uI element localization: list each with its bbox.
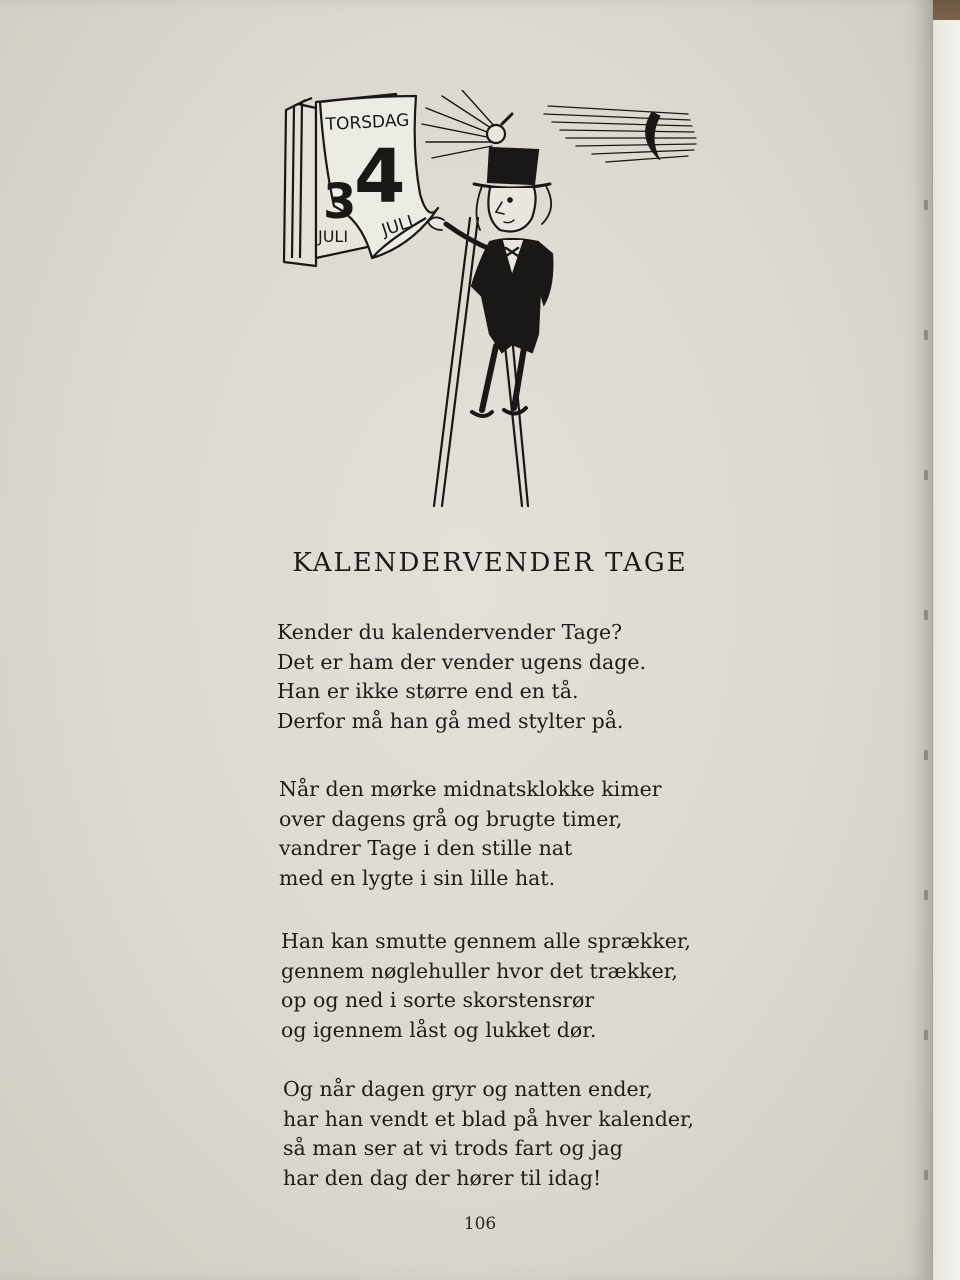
stanza-1 (277, 618, 646, 736)
stanza-3 (281, 927, 691, 1045)
stanza-2 (279, 775, 662, 893)
top-hat (488, 148, 538, 184)
poem-line: gennem nøglehuller hvor det trækker, (281, 958, 678, 983)
poem-line: så man ser at vi trods fart og jag (283, 1136, 623, 1160)
lamp-light (422, 90, 496, 158)
binding-stitch (924, 330, 928, 340)
binding-stitch (924, 890, 928, 900)
page-number: 106 (463, 1214, 497, 1234)
calendar-day: 4 (354, 134, 406, 220)
binding-stitch (924, 200, 928, 210)
poem-line: Det er ham der vender ugens dage. (277, 649, 647, 674)
poem-line: vandrer Tage i den stille nat (279, 836, 573, 860)
binding-stitch (924, 470, 928, 480)
poem-line: Når den mørke midnatsklokke kimer (279, 777, 662, 801)
poem-line: Han kan smutte gennem alle sprækker, (281, 929, 691, 953)
calendar-month: JULI (379, 211, 416, 241)
left-stilt (434, 218, 470, 506)
tage-figure (422, 90, 552, 506)
poem-line: har den dag der hører til idag! (283, 1165, 602, 1190)
binding-stitch (924, 610, 928, 620)
poem-line: over dagens grå og brugte timer, (279, 806, 623, 831)
poem-line: Og når dagen gryr og natten ender, (283, 1077, 653, 1101)
poem-line: Derfor må han gå med stylter på. (277, 708, 624, 733)
crescent-moon-icon (646, 112, 660, 160)
binding-stitch (924, 750, 928, 760)
calendar-underlying-day: 3 (323, 174, 357, 230)
poem-line: med en lygte i sin lille hat. (279, 865, 556, 890)
poem-line: Kender du kalendervender Tage? (277, 620, 623, 644)
poem-title: KALENDERVENDER TAGE (292, 548, 688, 578)
poem-line: og igennem låst og lukket dør. (281, 1017, 597, 1042)
poem-line: op og ned i sorte skorstensrør (281, 988, 595, 1012)
calendar-underlying-month: JULI (318, 227, 349, 246)
hat-lantern (487, 125, 505, 143)
binding-stitch (924, 1030, 928, 1040)
binding-stitch (924, 1170, 928, 1180)
poem-line: har han vendt et blad på hver kalender, (283, 1106, 695, 1131)
illustration (276, 90, 716, 514)
poem-line: Han er ikke større end en tå. (277, 679, 579, 703)
calendar-weekday: TORSDAG (325, 110, 410, 135)
moon-streak (544, 106, 696, 162)
stanza-4 (283, 1075, 694, 1193)
